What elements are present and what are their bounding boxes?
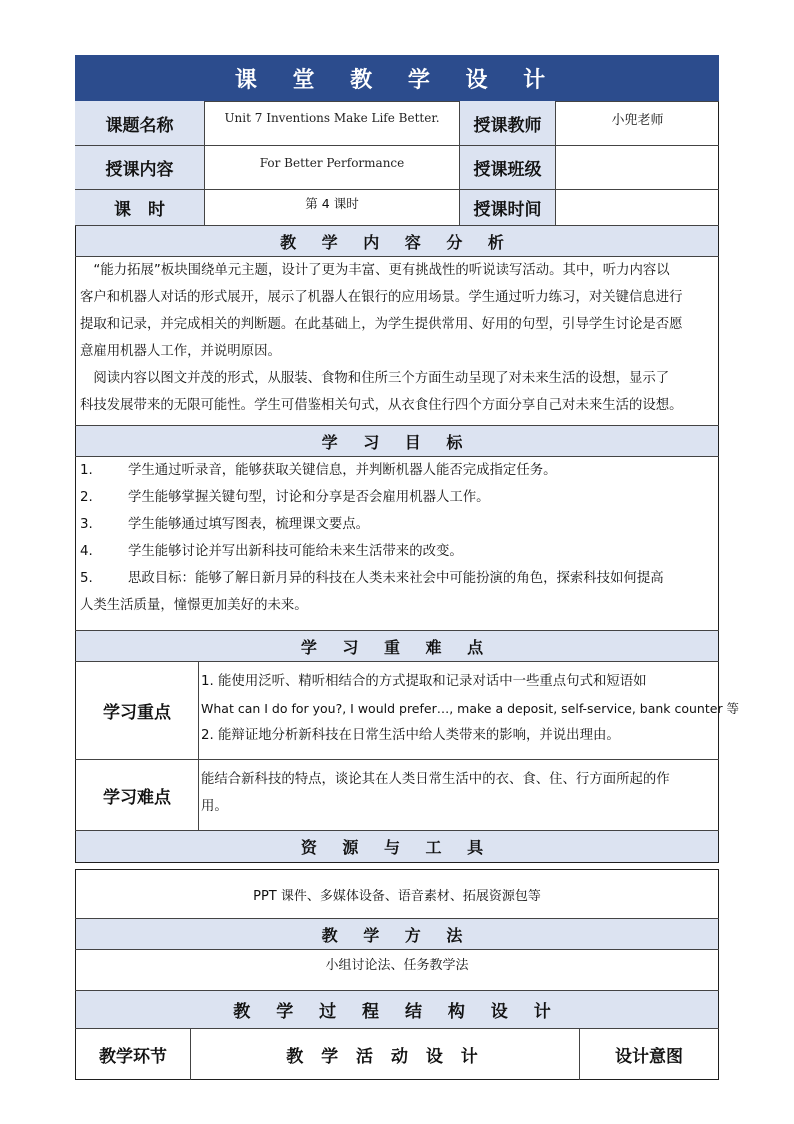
objective-text: 学生通过听录音，能够获取关键信息，并判断机器人能否完成指定任务。 bbox=[128, 463, 557, 478]
analysis-line: 阅读内容以图文并茂的形式，从服装、食物和住所三个方面生动呈现了对未来生活的设想，显示了 bbox=[80, 371, 670, 386]
objective-item-continued: 人类生活质量，憧憬更加美好的未来。 bbox=[80, 598, 308, 613]
objective-item bbox=[80, 565, 716, 592]
analysis-line: 科技发展带来的无限可能性。学生可借鉴相关句式，从衣食住行四个方面分享自己对未来生活的设想。 bbox=[80, 398, 683, 413]
objectives-list bbox=[80, 457, 716, 619]
objective-text: 学生能够讨论并写出新科技可能给未来生活带来的改变。 bbox=[128, 544, 463, 559]
document-title: 课 堂 教 学 设 计 bbox=[75, 55, 719, 101]
process-col-activity: 教 学 活 动 设 计 bbox=[286, 1047, 484, 1067]
time-label: 授课时间 bbox=[460, 190, 555, 225]
objective-number: 4. bbox=[80, 544, 93, 559]
resources-value: PPT 课件、多媒体设备、语音素材、拓展资源包等 bbox=[253, 888, 541, 904]
objective-item bbox=[80, 484, 716, 511]
objectives-heading: 学 习 目 标 bbox=[76, 426, 718, 456]
focus-label: 学习重点 bbox=[103, 703, 171, 723]
analysis-line: 意雇用机器人工作，并说明原因。 bbox=[80, 344, 281, 359]
focus-line: 1. 能使用泛听、精听相结合的方式提取和记录对话中一些重点句式和短语如 bbox=[201, 674, 647, 689]
period-value: 第 4 课时 bbox=[305, 196, 359, 211]
objective-number: 2. bbox=[80, 490, 93, 505]
class-value bbox=[556, 146, 719, 189]
analysis-line: 提取和记录，并完成相关的判断题。在此基础上，为学生提供常用、好用的句型，引导学生讨论是否愿 bbox=[80, 317, 683, 332]
focus-line: What can I do for you?, I would prefer…, make a deposit, self-service, bank counter 等 bbox=[201, 701, 740, 716]
objective-text: 思政目标：能够了解日新月异的科技在人类未来社会中可能扮演的角色，探索科技如何提高 bbox=[128, 571, 664, 586]
objective-number: 1. bbox=[80, 463, 93, 478]
process-col-stage: 教学环节 bbox=[99, 1047, 167, 1067]
difficulty-label: 学习难点 bbox=[103, 787, 171, 808]
process-heading: 教 学 过 程 结 构 设 计 bbox=[76, 991, 718, 1028]
methods-value: 小组讨论法、任务教学法 bbox=[325, 957, 469, 973]
period-label: 课 时 bbox=[75, 190, 204, 225]
objective-item bbox=[80, 457, 716, 484]
objective-text: 学生能够掌握关键句型，讨论和分享是否会雇用机器人工作。 bbox=[128, 490, 490, 505]
resources-heading: 资 源 与 工 具 bbox=[76, 831, 718, 862]
analysis-body bbox=[80, 257, 716, 419]
topic-value: Unit 7 Inventions Make Life Better. bbox=[224, 111, 440, 125]
methods-heading: 教 学 方 法 bbox=[76, 919, 718, 949]
keypoints-heading: 学 习 重 难 点 bbox=[76, 631, 718, 661]
objective-item bbox=[80, 511, 716, 538]
content-label: 授课内容 bbox=[75, 146, 204, 189]
process-col-intent: 设计意图 bbox=[615, 1047, 683, 1067]
time-value bbox=[556, 190, 719, 225]
objective-text: 学生能够通过填写图表，梳理课文要点。 bbox=[128, 517, 370, 532]
analysis-heading: 教 学 内 容 分 析 bbox=[76, 226, 718, 256]
teacher-value: 小兜老师 bbox=[611, 112, 664, 128]
analysis-line: “能力拓展”板块围绕单元主题，设计了更为丰富、更有挑战性的听说读写活动。其中，听力内容以 bbox=[80, 263, 670, 278]
content-value: For Better Performance bbox=[259, 156, 405, 170]
objective-number: 3. bbox=[80, 517, 93, 532]
analysis-line: 客户和机器人对话的形式展开，展示了机器人在银行的应用场景。学生通过听力练习，对关键信息进行 bbox=[80, 290, 683, 305]
difficulty-line: 用。 bbox=[201, 799, 228, 814]
focus-line: 2. 能辩证地分析新科技在日常生活中给人类带来的影响，并说出理由。 bbox=[201, 728, 620, 743]
focus-content bbox=[201, 668, 740, 749]
topic-label: 课题名称 bbox=[75, 101, 204, 145]
difficulty-line: 能结合新科技的特点，谈论其在人类日常生活中的衣、食、住、行方面所起的作 bbox=[201, 772, 670, 787]
objective-item bbox=[80, 538, 716, 565]
objective-number: 5. bbox=[80, 571, 93, 586]
teacher-label: 授课教师 bbox=[460, 101, 555, 145]
class-label: 授课班级 bbox=[460, 146, 555, 189]
divider bbox=[198, 661, 199, 830]
difficulty-content bbox=[201, 766, 717, 820]
